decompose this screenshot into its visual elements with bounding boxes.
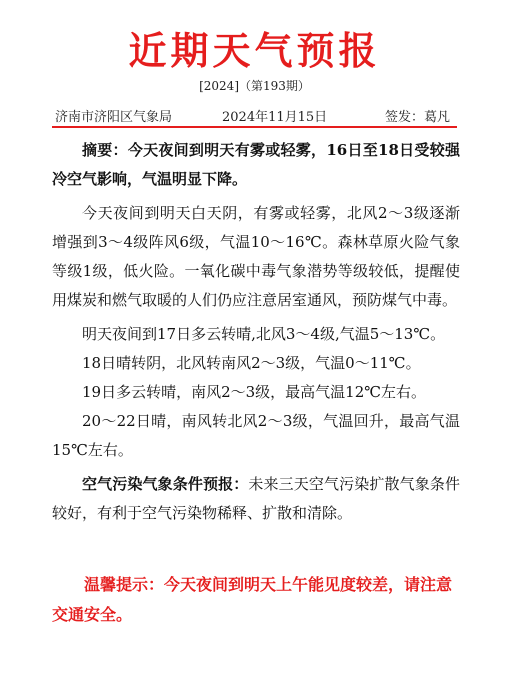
issue-date: 2024年11月15日 bbox=[222, 110, 328, 125]
pollution-text: 未来三天空气污染扩散气象条件较好，有利于空气污染物稀释、扩散和清除。 bbox=[52, 475, 460, 522]
summary-paragraph bbox=[52, 136, 460, 194]
forecast-tonight-tomorrow: 今天夜间到明天白天阴，有雾或轻雾，北风2～3级逐渐增强到3～4级阵风6级，气温10～16℃。森林草原火险气象等级1级，低火险。一氧化碳中毒气象潜势等级较低，提醒使用煤炭和燃气取暖的人们仍应注意居室通风，预防煤气中毒。 bbox=[52, 204, 460, 309]
warm-tip: 温馨提示：今天夜间到明天上午能见度较差，请注意交通安全。 bbox=[52, 575, 453, 624]
summary-text: 今天夜间到明天有雾或轻雾，16日至18日受较强冷空气影响，气温明显下降。 bbox=[52, 141, 460, 188]
issuing-agency: 济南市济阳区气象局 bbox=[55, 110, 173, 125]
summary-label: 摘要： bbox=[82, 141, 128, 159]
forecast-body bbox=[52, 136, 460, 528]
forecast-day-17: 明天夜间到17日多云转晴,北风3～4级,气温5～13℃。 bbox=[82, 325, 446, 343]
pollution-forecast bbox=[52, 470, 460, 528]
forecast-day-19: 19日多云转晴，南风2～3级，最高气温12℃左右。 bbox=[82, 383, 427, 401]
header-divider bbox=[52, 126, 457, 128]
signer: 签发：葛凡 bbox=[385, 110, 451, 125]
forecast-days-20-22: 20～22日晴，南风转北风2～3级，气温回升，最高气温15℃左右。 bbox=[52, 412, 460, 459]
pollution-label: 空气污染气象条件预报： bbox=[82, 475, 249, 493]
issue-number: [2024]（第193期） bbox=[199, 79, 310, 93]
bulletin-title: 近期天气预报 bbox=[128, 28, 381, 73]
forecast-day-18: 18日晴转阴，北风转南风2～3级，气温0～11℃。 bbox=[82, 354, 421, 372]
